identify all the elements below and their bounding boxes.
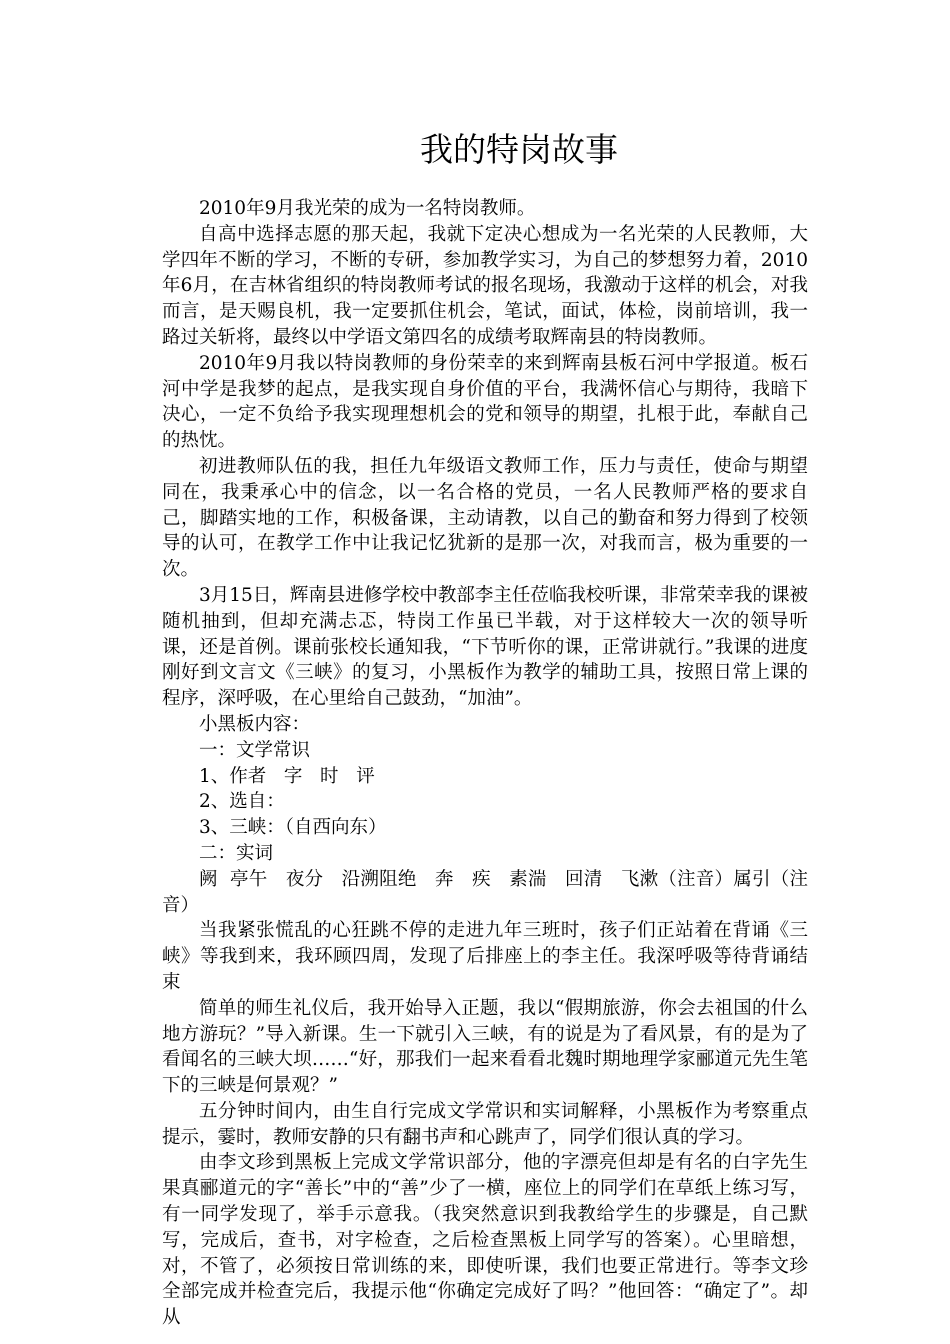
paragraph: 当我紧张慌乱的心狂跳不停的走进九年三班时，孩子们正站着在背诵《三峡》等我到来，我环顾四周，发现了后排座上的李主任。我深呼吸等待背诵结束 (162, 920, 808, 993)
list-item: 阙 亭午 夜分 沿溯阻绝 奔 疾 素湍 回清 飞漱（注音）属引（注音） (162, 868, 808, 916)
paragraph: 3月15日，辉南县进修学校中教部李主任莅临我校听课，非常荣幸我的课被随机抽到，但却充满忐忑，特岗工作虽已半载，对于这样较大一次的领导听课，还是首例。课前张校长通知我，“下节听你的课，正常讲就行。”我课的进度刚好到文言文《三峡》的复习，小黑板作为教学的辅助工具，按照日常上课的程序，深呼吸，在心里给自己鼓劲，“加油”。 (162, 584, 808, 710)
paragraph: 五分钟时间内，由生自行完成文学常识和实词解释，小黑板作为考察重点提示，霎时，教师安静的只有翻书声和心跳声了，同学们很认真的学习。 (162, 1100, 808, 1148)
paragraph: 初进教师队伍的我，担任九年级语文教师工作，压力与责任，使命与期望同在，我秉承心中的信念，以一名合格的党员，一名人民教师严格的要求自己，脚踏实地的工作，积极备课，主动请教，以自己的勤奋和努力得到了校领导的认可，在教学工作中让我记忆犹新的是那一次，对我而言，极为重要的一次。 (162, 455, 808, 581)
paragraph: 简单的师生礼仪后，我开始导入正题，我以“假期旅游，你会去祖国的什么地方游玩？”导入新课。生一下就引入三峡，有的说是为了看风景，有的是为了看闻名的三峡大坝……“好，那我们一起来看看北魏时期地理学家郦道元先生笔下的三峡是何景观？” (162, 997, 808, 1097)
list-item: 3、三峡：（自西向东） (199, 817, 387, 839)
document-title: 我的特岗故事 (420, 130, 618, 169)
list-item: 二：实词 (199, 842, 274, 864)
list-item: 1、作者 字 时 评 (199, 765, 375, 787)
list-item: 2、选自： (199, 791, 285, 813)
list-item: 小黑板内容： (199, 713, 311, 735)
document-body (162, 196, 808, 1331)
paragraph: 2010年9月我光荣的成为一名特岗教师。 (199, 198, 536, 219)
paragraph: 2010年9月我以特岗教师的身份荣幸的来到辉南县板石河中学报道。板石河中学是我梦的起点，是我实现自身价值的平台，我满怀信心与期待，我暗下决心，一定不负给予我实现理想机会的党和领导的期望，扎根于此，奉献自己的热忱。 (162, 352, 808, 452)
paragraph: 由李文珍到黑板上完成文学常识部分，他的字漂亮但却是有名的白字先生果真郦道元的字“善长”中的“善”少了一横，座位上的同学们在草纸上练习写，有一同学发现了，举手示意我。（我突然意识到我教给学生的步骤是，自己默写，完成后，查书，对字检查，之后检查黑板上同学写的答案）。心里暗想，对，不管了，必须按日常训练的来，即使听课，我们也要正常进行。等李文珍全部完成并检查完后，我提示他“你确定完成好了吗？”他回答：“确定了”。却从 (162, 1152, 808, 1329)
list-item: 一：文学常识 (199, 739, 311, 761)
paragraph: 自高中选择志愿的那天起，我就下定决心想成为一名光荣的人民教师，大学四年不断的学习，不断的专研，参加教学实习，为自己的梦想努力着，2010年6月，在吉林省组织的特岗教师考试的报名现场，我激动于这样的机会，对我而言，是天赐良机，我一定要抓住机会，笔试，面试，体检，岗前培训，我一路过关斩将，最终以中学语文第四名的成绩考取辉南县的特岗教师。 (162, 223, 808, 348)
